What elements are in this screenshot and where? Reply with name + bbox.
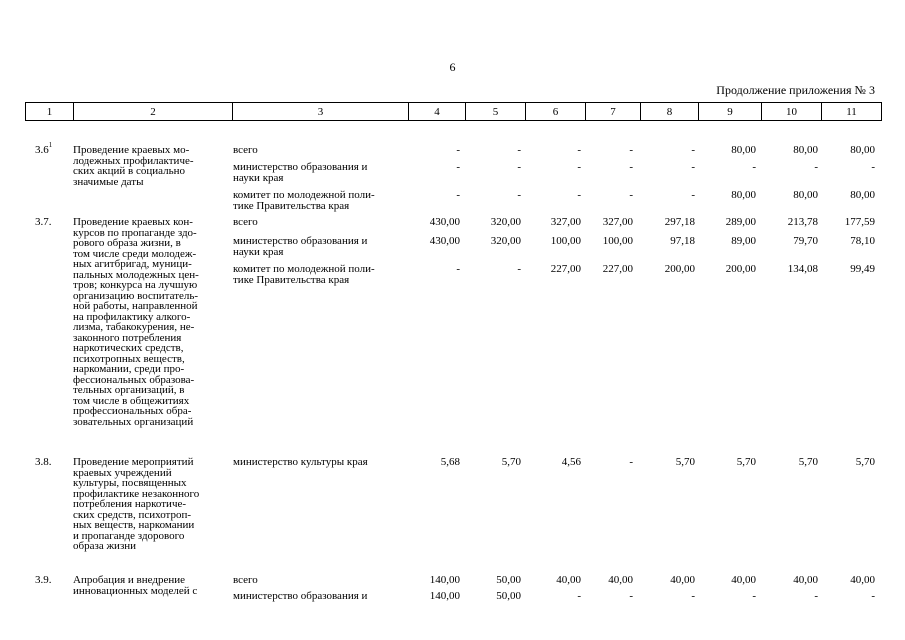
value-col-6: 100,00 bbox=[550, 235, 581, 247]
value-col-4: 430,00 bbox=[429, 216, 460, 228]
column-header-2: 2 bbox=[74, 103, 233, 121]
value-col-11: 80,00 bbox=[850, 189, 875, 201]
funding-source: всего bbox=[233, 574, 258, 586]
column-header-8: 8 bbox=[641, 103, 699, 121]
value-col-6: - bbox=[577, 189, 581, 201]
value-col-4: 5,68 bbox=[440, 456, 460, 468]
value-col-9: 80,00 bbox=[731, 144, 756, 156]
value-col-5: 5,70 bbox=[501, 456, 521, 468]
value-col-8: - bbox=[691, 189, 695, 201]
value-col-11: - bbox=[871, 161, 875, 173]
value-col-10: 80,00 bbox=[793, 144, 818, 156]
value-col-4: - bbox=[456, 161, 460, 173]
column-header-4: 4 bbox=[409, 103, 466, 121]
value-col-7: - bbox=[629, 189, 633, 201]
value-col-6: 227,00 bbox=[550, 263, 581, 275]
value-col-8: 97,18 bbox=[670, 235, 695, 247]
value-col-8: - bbox=[691, 590, 695, 602]
value-col-5: - bbox=[517, 161, 521, 173]
value-col-9: 40,00 bbox=[731, 574, 756, 586]
row-code-number: 3.7. bbox=[35, 216, 52, 228]
value-col-11: 177,59 bbox=[844, 216, 875, 228]
row-code bbox=[35, 217, 71, 228]
funding-source: министерство культуры края bbox=[233, 456, 368, 468]
value-col-11: 78,10 bbox=[850, 235, 875, 247]
row-code bbox=[35, 141, 71, 156]
value-col-6: - bbox=[577, 590, 581, 602]
value-col-4: 140,00 bbox=[429, 574, 460, 586]
value-col-8: - bbox=[691, 161, 695, 173]
column-header-3: 3 bbox=[233, 103, 409, 121]
value-col-6: - bbox=[577, 144, 581, 156]
value-col-10: 80,00 bbox=[793, 189, 818, 201]
funding-source: комитет по молодежной поли- тике Правительства края bbox=[233, 189, 375, 212]
funding-source: комитет по молодежной поли- тике Правительства края bbox=[233, 263, 375, 286]
row-description: Проведение краевых мо- лодежных профилактиче- ских акций в социально значимые даты bbox=[73, 144, 194, 188]
value-col-4: - bbox=[456, 144, 460, 156]
value-col-5: - bbox=[517, 189, 521, 201]
value-col-8: - bbox=[691, 144, 695, 156]
value-col-7: - bbox=[629, 456, 633, 468]
value-col-9: 80,00 bbox=[731, 189, 756, 201]
value-col-10: 5,70 bbox=[798, 456, 818, 468]
column-header-11: 11 bbox=[822, 103, 882, 121]
value-col-11: 5,70 bbox=[855, 456, 875, 468]
value-col-7: 100,00 bbox=[602, 235, 633, 247]
value-col-4: - bbox=[456, 263, 460, 275]
value-col-8: 40,00 bbox=[670, 574, 695, 586]
value-col-10: - bbox=[814, 590, 818, 602]
row-code-superscript: 1 bbox=[48, 141, 53, 150]
row-description: Апробация и внедрение инновационных моделей с bbox=[73, 574, 198, 597]
value-col-8: 5,70 bbox=[675, 456, 695, 468]
funding-source: всего bbox=[233, 216, 258, 228]
value-col-11: - bbox=[871, 590, 875, 602]
value-col-6: 40,00 bbox=[556, 574, 581, 586]
value-col-7: 327,00 bbox=[602, 216, 633, 228]
value-col-8: 297,18 bbox=[664, 216, 695, 228]
column-header-10: 10 bbox=[762, 103, 822, 121]
value-col-6: 4,56 bbox=[561, 456, 581, 468]
value-col-5: 320,00 bbox=[490, 235, 521, 247]
page-number: 6 bbox=[449, 60, 456, 74]
row-code bbox=[35, 575, 71, 586]
value-col-10: 40,00 bbox=[793, 574, 818, 586]
value-col-9: - bbox=[752, 161, 756, 173]
value-col-4: 430,00 bbox=[429, 235, 460, 247]
value-col-8: 200,00 bbox=[664, 263, 695, 275]
value-col-11: 40,00 bbox=[850, 574, 875, 586]
funding-source: всего bbox=[233, 144, 258, 156]
value-col-9: 289,00 bbox=[725, 216, 756, 228]
row-code-number: 3.6 bbox=[35, 144, 49, 156]
value-col-9: 5,70 bbox=[736, 456, 756, 468]
value-col-7: - bbox=[629, 590, 633, 602]
value-col-7: 227,00 bbox=[602, 263, 633, 275]
continuation-label: Продолжение приложения № 3 bbox=[716, 83, 875, 97]
value-col-4: - bbox=[456, 189, 460, 201]
value-col-7: 40,00 bbox=[608, 574, 633, 586]
value-col-5: 50,00 bbox=[496, 574, 521, 586]
value-col-10: 213,78 bbox=[787, 216, 818, 228]
value-col-10: 79,70 bbox=[793, 235, 818, 247]
value-col-6: - bbox=[577, 161, 581, 173]
value-col-11: 80,00 bbox=[850, 144, 875, 156]
value-col-7: - bbox=[629, 144, 633, 156]
value-col-9: 89,00 bbox=[731, 235, 756, 247]
value-col-4: 140,00 bbox=[429, 590, 460, 602]
value-col-6: 327,00 bbox=[550, 216, 581, 228]
value-col-10: - bbox=[814, 161, 818, 173]
column-header-6: 6 bbox=[526, 103, 586, 121]
value-col-11: 99,49 bbox=[850, 263, 875, 275]
column-header-5: 5 bbox=[466, 103, 526, 121]
row-description: Проведение краевых кон- курсов по пропаганде здо- рового образа жизни, в том числе среди молодеж- ных агитбригад, муници- пальных молодежных цен- тров; конкурса на лучшую организацию воспитатель- ной работы, направленной на профилактику алкого- лизма, табакокурения, не- законного потребления наркотических средств, психотропных веществ, наркомании, среди про- фессиональных образова- тельных организаций, в том числе в общежитиях профессиональных обра- зовательных организаций bbox=[73, 216, 199, 428]
row-description: Проведение мероприятий краевых учреждений культуры, посвященных профилактике незаконного потребления наркотиче- ских средств, психотроп- ных веществ, наркомании и пропаганде здорового образа жизни bbox=[73, 456, 200, 552]
value-col-5: 320,00 bbox=[490, 216, 521, 228]
value-col-7: - bbox=[629, 161, 633, 173]
funding-source: министерство образования и bbox=[233, 590, 368, 602]
row-code-number: 3.8. bbox=[35, 456, 52, 468]
funding-source: министерство образования и науки края bbox=[233, 161, 368, 184]
funding-source: министерство образования и науки края bbox=[233, 235, 368, 258]
row-code-number: 3.9. bbox=[35, 574, 52, 586]
value-col-5: 50,00 bbox=[496, 590, 521, 602]
column-header-9: 9 bbox=[699, 103, 762, 121]
column-header-7: 7 bbox=[586, 103, 641, 121]
value-col-5: - bbox=[517, 144, 521, 156]
value-col-9: 200,00 bbox=[725, 263, 756, 275]
column-number-header bbox=[25, 102, 882, 121]
value-col-10: 134,08 bbox=[787, 263, 818, 275]
value-col-5: - bbox=[517, 263, 521, 275]
column-header-1: 1 bbox=[26, 103, 74, 121]
value-col-9: - bbox=[752, 590, 756, 602]
row-code bbox=[35, 457, 71, 468]
